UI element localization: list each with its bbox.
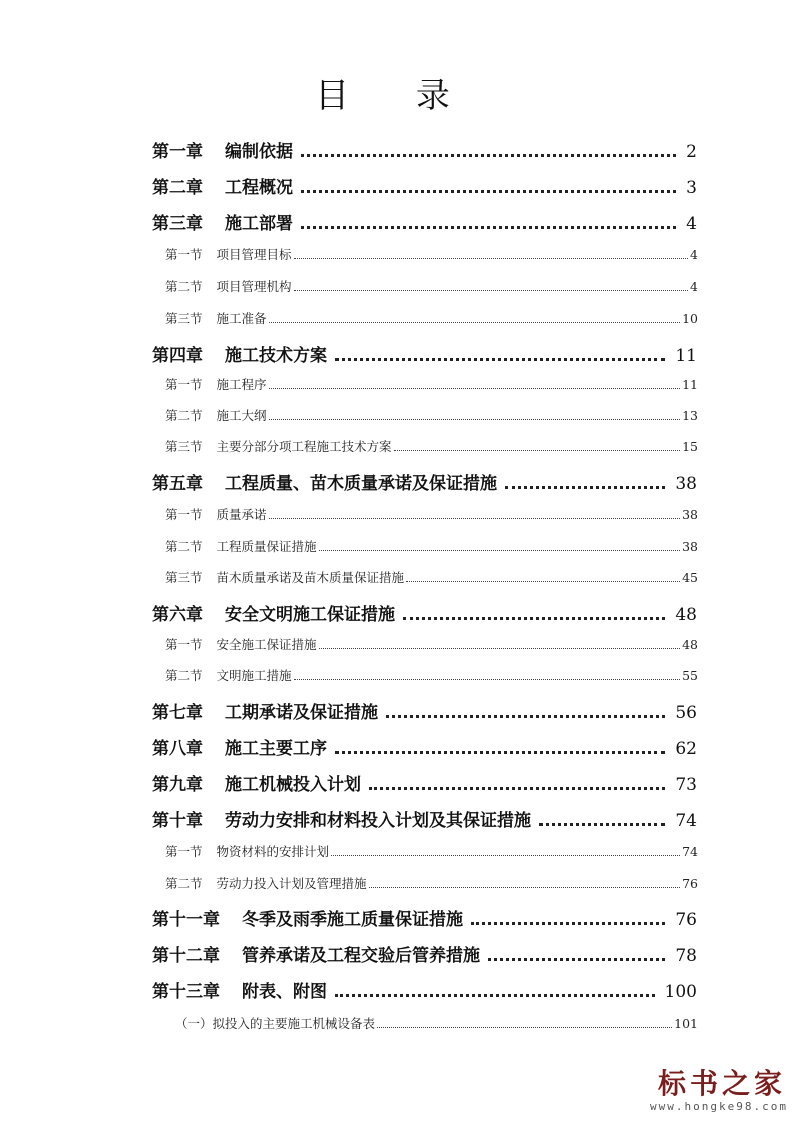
toc-entry-page: 101: [674, 1016, 698, 1031]
toc-section-entry[interactable]: [165, 406, 698, 424]
toc-entry-title: 施工机械投入计划: [225, 775, 361, 795]
toc-entry-page: 55: [682, 668, 698, 683]
toc-entry-page: 4: [690, 247, 698, 262]
toc-entry-number: 第一章: [152, 142, 203, 162]
logo-text: 标书之家: [658, 1067, 787, 1100]
toc-entry-number: 第四章: [152, 346, 203, 366]
toc-entry-number: 第十章: [152, 811, 203, 831]
toc-entry-number: 第三节: [165, 311, 203, 326]
toc-entry-page: 74: [682, 844, 698, 859]
dot-leader: [471, 922, 665, 925]
toc-entry-number: 第二节: [165, 668, 203, 683]
toc-chapter-entry[interactable]: [152, 137, 697, 162]
dot-leader: [269, 518, 681, 519]
toc-entry-page: 38: [682, 507, 698, 522]
toc-chapter-entry[interactable]: [152, 770, 697, 795]
toc-entry-title: 工程质量保证措施: [216, 539, 317, 554]
toc-chapter-entry[interactable]: [152, 734, 697, 759]
toc-chapter-entry[interactable]: [152, 173, 697, 198]
toc-entry-number: 第八章: [152, 739, 203, 759]
toc-entry-page: 62: [675, 739, 697, 759]
toc-entry-title: 项目管理机构: [216, 279, 292, 294]
dot-leader: [488, 958, 665, 961]
toc-section-entry[interactable]: [165, 245, 698, 263]
toc-entry-title: 物资材料的安排计划: [216, 844, 330, 859]
toc-chapter-entry[interactable]: [152, 209, 697, 234]
dot-leader: [406, 581, 680, 582]
toc-entry-number: 第二节: [165, 408, 203, 423]
toc-entry-title: 主要分部分项工程施工技术方案: [216, 439, 392, 454]
dot-leader: [394, 450, 681, 451]
toc-section-entry[interactable]: [165, 437, 698, 455]
toc-chapter-entry[interactable]: [152, 941, 697, 966]
dot-leader: [369, 887, 681, 888]
toc-entry-number: 第十三章: [152, 982, 220, 1002]
toc-entry-page: 48: [682, 637, 698, 652]
toc-entry-page: 11: [675, 346, 697, 366]
toc-entry-number: 第三节: [165, 439, 203, 454]
dot-leader: [377, 1027, 672, 1028]
toc-entry-page: 38: [675, 474, 697, 494]
toc-entry-number: 第二节: [165, 876, 203, 891]
toc-entry-number: 第二节: [165, 279, 203, 294]
toc-entry-page: 48: [675, 605, 697, 625]
toc-entry-page: 3: [686, 178, 697, 198]
dot-leader: [294, 258, 689, 259]
toc-entry-page: 74: [675, 811, 697, 831]
toc-entry-title: 拟投入的主要施工机械设备表: [212, 1016, 376, 1031]
toc-entry-number: 第三节: [165, 570, 203, 585]
toc-section-entry[interactable]: [165, 635, 698, 653]
toc-chapter-entry[interactable]: [152, 905, 697, 930]
dot-leader: [301, 190, 676, 193]
toc-entry-title: 附表、附图: [242, 982, 327, 1002]
toc-section-entry[interactable]: [165, 375, 698, 393]
toc-chapter-entry[interactable]: [152, 806, 697, 831]
toc-entry-title: 工期承诺及保证措施: [225, 703, 378, 723]
toc-entry-title: 劳动力投入计划及管理措施: [216, 876, 367, 891]
toc-entry-page: 56: [675, 703, 697, 723]
toc-entry-title: 安全文明施工保证措施: [225, 605, 395, 625]
toc-entry-page: 4: [686, 214, 697, 234]
toc-section-entry[interactable]: [165, 874, 698, 892]
toc-section-entry[interactable]: [175, 1014, 698, 1032]
dot-leader: [319, 648, 681, 649]
toc-entry-page: 100: [664, 982, 697, 1002]
toc-entry-number: 第三章: [152, 214, 203, 234]
toc-entry-page: 4: [690, 279, 698, 294]
toc-entry-number: 第一节: [165, 844, 203, 859]
toc-entry-title: 工程概况: [225, 178, 293, 198]
dot-leader: [539, 823, 665, 826]
dot-leader: [294, 290, 689, 291]
toc-entry-title: 项目管理目标: [216, 247, 292, 262]
dot-leader: [294, 679, 681, 680]
dot-leader: [335, 358, 665, 361]
dot-leader: [386, 715, 665, 718]
toc-entry-title: 质量承诺: [216, 507, 267, 522]
dot-leader: [403, 617, 665, 620]
dot-leader: [331, 855, 680, 856]
toc-entry-page: 15: [682, 439, 698, 454]
toc-chapter-entry[interactable]: [152, 600, 697, 625]
toc-entry-page: 13: [682, 408, 698, 423]
toc-entry-page: 76: [675, 910, 697, 930]
dot-leader: [335, 994, 655, 997]
toc-chapter-entry[interactable]: [152, 698, 697, 723]
toc-entry-page: 2: [686, 142, 697, 162]
logo-url: www.hongke98.com: [650, 1100, 788, 1113]
dot-leader: [505, 486, 665, 489]
toc-entry-page: 73: [675, 775, 697, 795]
toc-entry-title: 劳动力安排和材料投入计划及其保证措施: [225, 811, 531, 831]
toc-entry-title: 编制依据: [225, 142, 293, 162]
toc-section-entry[interactable]: [165, 842, 698, 860]
dot-leader: [301, 226, 676, 229]
document-title: 目 录: [315, 76, 478, 116]
toc-entry-page: 45: [682, 570, 698, 585]
toc-entry-title: 文明施工措施: [216, 668, 292, 683]
toc-entry-number: 第一节: [165, 247, 203, 262]
toc-entry-number: 第十二章: [152, 946, 220, 966]
toc-entry-number: （一）: [175, 1016, 213, 1031]
toc-entry-number: 第一节: [165, 637, 203, 652]
toc-entry-page: 78: [675, 946, 697, 966]
toc-entry-number: 第一节: [165, 377, 203, 392]
toc-entry-title: 冬季及雨季施工质量保证措施: [242, 910, 463, 930]
toc-entry-page: 76: [682, 876, 698, 891]
toc-entry-number: 第二章: [152, 178, 203, 198]
toc-entry-number: 第一节: [165, 507, 203, 522]
toc-section-entry[interactable]: [165, 505, 698, 523]
toc-entry-title: 施工大纲: [216, 408, 267, 423]
toc-entry-title: 施工主要工序: [225, 739, 327, 759]
toc-entry-title: 安全施工保证措施: [216, 637, 317, 652]
toc-entry-number: 第七章: [152, 703, 203, 723]
toc-entry-number: 第十一章: [152, 910, 220, 930]
toc-entry-number: 第五章: [152, 474, 203, 494]
dot-leader: [319, 550, 681, 551]
toc-chapter-entry[interactable]: [152, 469, 697, 494]
dot-leader: [369, 787, 665, 790]
toc-entry-title: 管养承诺及工程交验后管养措施: [242, 946, 480, 966]
toc-entry-title: 工程质量、苗木质量承诺及保证措施: [225, 474, 497, 494]
dot-leader: [269, 322, 681, 323]
toc-entry-title: 施工程序: [216, 377, 267, 392]
toc-entry-page: 11: [682, 377, 698, 392]
toc-entry-title: 施工技术方案: [225, 346, 327, 366]
toc-entry-number: 第九章: [152, 775, 203, 795]
toc-entry-title: 苗木质量承诺及苗木质量保证措施: [216, 570, 405, 585]
toc-entry-title: 施工部署: [225, 214, 293, 234]
toc-entry-page: 10: [682, 311, 698, 326]
dot-leader: [301, 154, 676, 157]
toc-entry-page: 38: [682, 539, 698, 554]
toc-section-entry[interactable]: [165, 537, 698, 555]
toc-section-entry[interactable]: [165, 309, 698, 327]
dot-leader: [269, 388, 681, 389]
toc-section-entry[interactable]: [165, 277, 698, 295]
toc-section-entry[interactable]: [165, 666, 698, 684]
watermark-logo: [650, 1062, 790, 1118]
dot-leader: [269, 419, 681, 420]
toc-chapter-entry[interactable]: [152, 977, 697, 1002]
toc-section-entry[interactable]: [165, 568, 698, 586]
toc-entry-number: 第六章: [152, 605, 203, 625]
toc-entry-title: 施工准备: [216, 311, 267, 326]
toc-entry-number: 第二节: [165, 539, 203, 554]
dot-leader: [335, 751, 665, 754]
toc-chapter-entry[interactable]: [152, 341, 697, 366]
